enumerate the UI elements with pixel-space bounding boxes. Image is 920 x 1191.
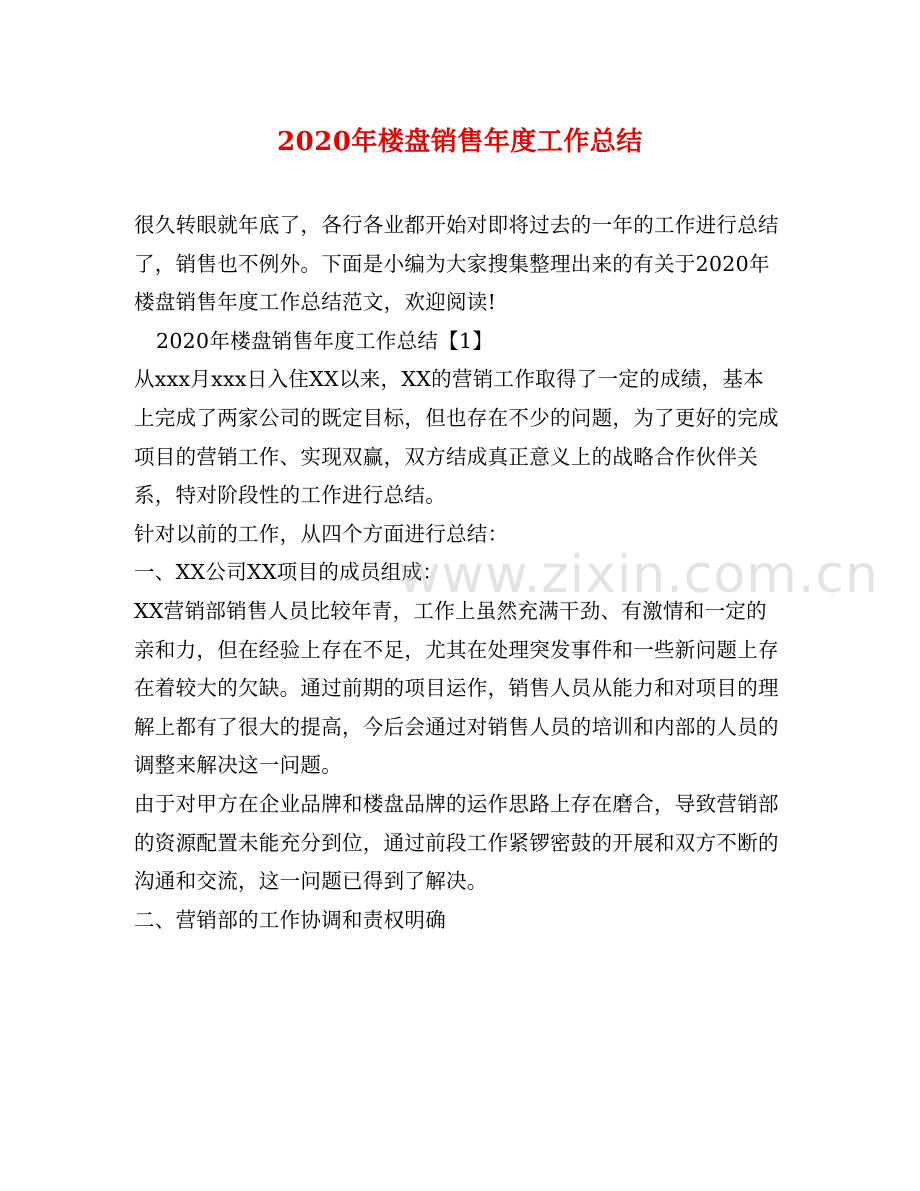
paragraph-line: 系，特对阶段性的工作进行总结。 [134,483,446,508]
document-title: 2020年楼盘销售年度工作总结 [277,127,643,157]
paragraph-line: 解上都有了很大的提高，今后会通过对销售人员的培训和内部的人员的 [134,714,779,739]
paragraph-line: 从xxx月xxx日入住XX以来，XX的营销工作取得了一定的成绩，基本 [134,367,764,392]
paragraph-line: 亲和力，但在经验上存在不足，尤其在处理突发事件和一些新问题上存 [134,637,779,662]
paragraph-line: 调整来解决这一问题。 [134,753,342,778]
paragraph-line: XX营销部销售人员比较年青，工作上虽然充满干劲、有激情和一定的 [134,598,767,623]
paragraph-line: 了，销售也不例外。下面是小编为大家搜集整理出来的有关于2020年 [134,251,770,276]
list-heading: 二、营销部的工作协调和责权明确 [134,907,446,932]
paragraph-line: 楼盘销售年度工作总结范文，欢迎阅读! [134,290,497,315]
section-heading: 2020年楼盘销售年度工作总结【1】 [156,328,494,353]
document-body [134,206,794,939]
list-heading: 一、XX公司XX项目的成员组成： [134,560,444,585]
paragraph-line: 由于对甲方在企业品牌和楼盘品牌的运作思路上存在磨合，导致营销部 [134,791,779,816]
paragraph-line: 沟通和交流，这一问题已得到了解决。 [134,869,488,894]
paragraph-line: 项目的营销工作、实现双赢，双方结成真正意义上的战略合作伙伴关 [134,444,758,469]
paragraph-line: 上完成了两家公司的既定目标，但也存在不少的问题，为了更好的完成 [134,405,779,430]
paragraph-line: 很久转眼就年底了，各行各业都开始对即将过去的一年的工作进行总结 [134,213,779,237]
watermark: www.zixin.com.cn [398,545,879,605]
paragraph-line: 的资源配置未能充分到位，通过前段工作紧锣密鼓的开展和双方不断的 [134,830,779,855]
paragraph-line: 针对以前的工作，从四个方面进行总结： [134,521,509,546]
paragraph-line: 在着较大的欠缺。通过前期的项目运作，销售人员从能力和对项目的理 [134,676,779,701]
